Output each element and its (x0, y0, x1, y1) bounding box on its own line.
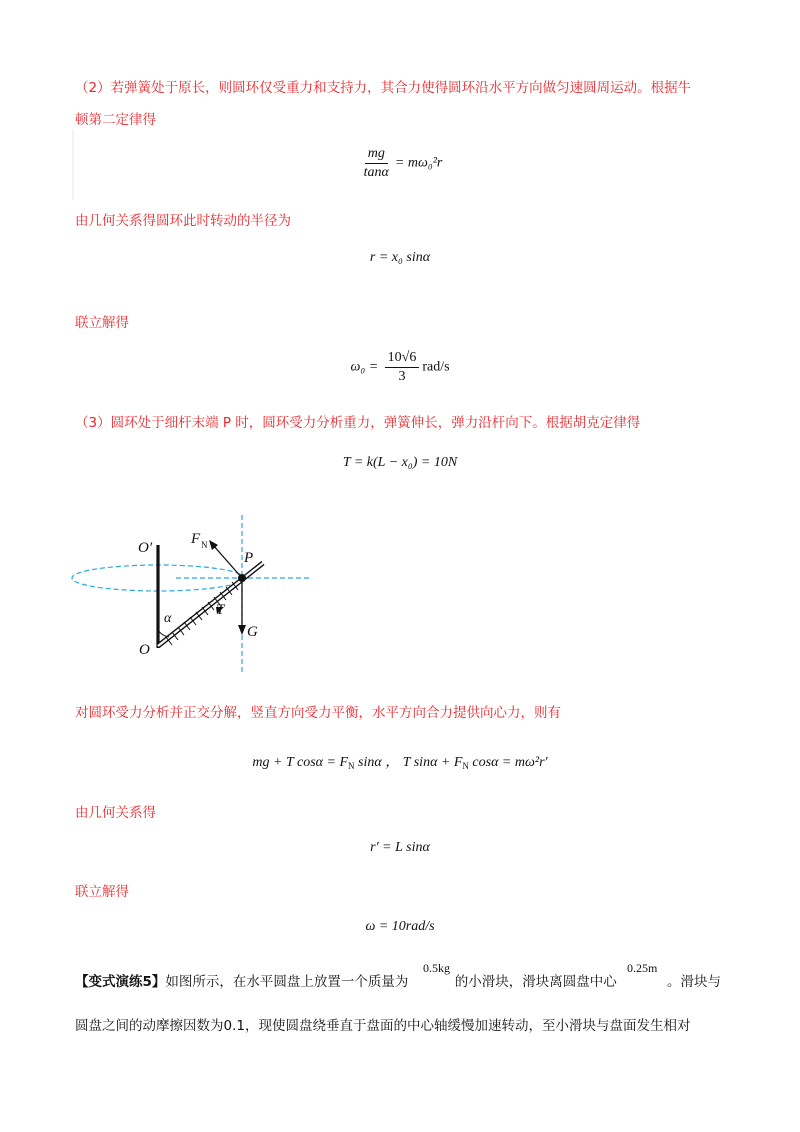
eq7-text: ω = 10rad/s (365, 919, 435, 934)
eq5-left-sub: N (348, 761, 355, 771)
equation-radius (0, 250, 800, 266)
eq5-right-rest: cosα = mω²r′ (468, 755, 548, 770)
label-fn: F (191, 531, 201, 547)
label-g: G (247, 624, 258, 640)
eq6-text: r′ = L sinα (370, 840, 430, 855)
solve-text-2: 联立解得 (75, 884, 129, 900)
label-t: T (216, 602, 225, 618)
eq3-lhs: ω₀ = (350, 359, 379, 375)
eq3-numerator: 10√6 (385, 350, 420, 368)
exercise-line2: 圆盘之间的动摩擦因数为0.1，现使圆盘绕垂直于盘面的中心轴缓慢加速转动，至小滑块与盘面发生相对 (75, 1018, 691, 1034)
eq5-right-sub: N (462, 761, 469, 771)
solve-text: 联立解得 (75, 315, 129, 331)
part2-line2: 顿第二定律得 (75, 112, 156, 128)
label-p: P (244, 550, 254, 566)
exercise-distance: 0.25m (627, 961, 658, 975)
analysis-text: 对圆环受力分析并正交分解，竖直方向受力平衡，水平方向合力提供向心力，则有 (75, 705, 561, 721)
equation-newton (0, 146, 800, 181)
equation-radius-2 (0, 840, 800, 856)
geometry-text: 由几何关系得圆环此时转动的半径为 (75, 213, 291, 229)
label-o: O (139, 642, 150, 658)
exercise-part-a: 如图所示，在水平圆盘上放置一个质量为 (165, 974, 409, 990)
eq5-right: T sinα + F (402, 755, 463, 770)
eq4-text: T = k(L − x₀) = 10N (342, 455, 458, 470)
exercise-line1 (75, 972, 721, 992)
eq3-denominator: 3 (398, 369, 406, 384)
exercise-mass: 0.5kg (423, 961, 450, 975)
label-fn-sub: N (201, 540, 208, 550)
eq2-text: r = x₀ sinα (369, 250, 431, 265)
exercise-part-b: 的小滑块，滑块离圆盘中心 (454, 974, 617, 990)
equation-omega0 (0, 350, 800, 385)
equation-balance (0, 751, 800, 771)
eq5-left-rest: sinα ， (354, 755, 400, 770)
exercise-part-c: 。滑块与 (667, 974, 721, 990)
eq5-left: mg + T cosα = F (252, 755, 349, 770)
fn-arrow-line (213, 545, 242, 578)
eq1-rhs: = mω₀²r (394, 155, 443, 171)
geometry-text-2: 由几何关系得 (75, 805, 156, 821)
exercise-tag: 【变式演练5】 (75, 974, 166, 990)
label-o-prime: O′ (138, 540, 153, 556)
part3-line1: （3）圆环处于细杆末端 P 时，圆环受力分析重力，弹簧伸长，弹力沿杆向下。根据胡克定律得 (75, 415, 641, 431)
part2-line1: （2）若弹簧处于原长，则圆环仅受重力和支持力，其合力使得圆环沿水平方向做匀速圆周运动。根据牛 (75, 80, 692, 96)
g-arrow-head (238, 625, 246, 635)
equation-omega (0, 919, 800, 935)
force-diagram (66, 505, 326, 675)
eq3-unit: rad/s (422, 359, 450, 375)
label-alpha: α (164, 611, 172, 626)
eq1-denominator: tanα (363, 165, 389, 180)
eq1-numerator: mg (365, 146, 388, 164)
equation-hooke (0, 455, 800, 471)
